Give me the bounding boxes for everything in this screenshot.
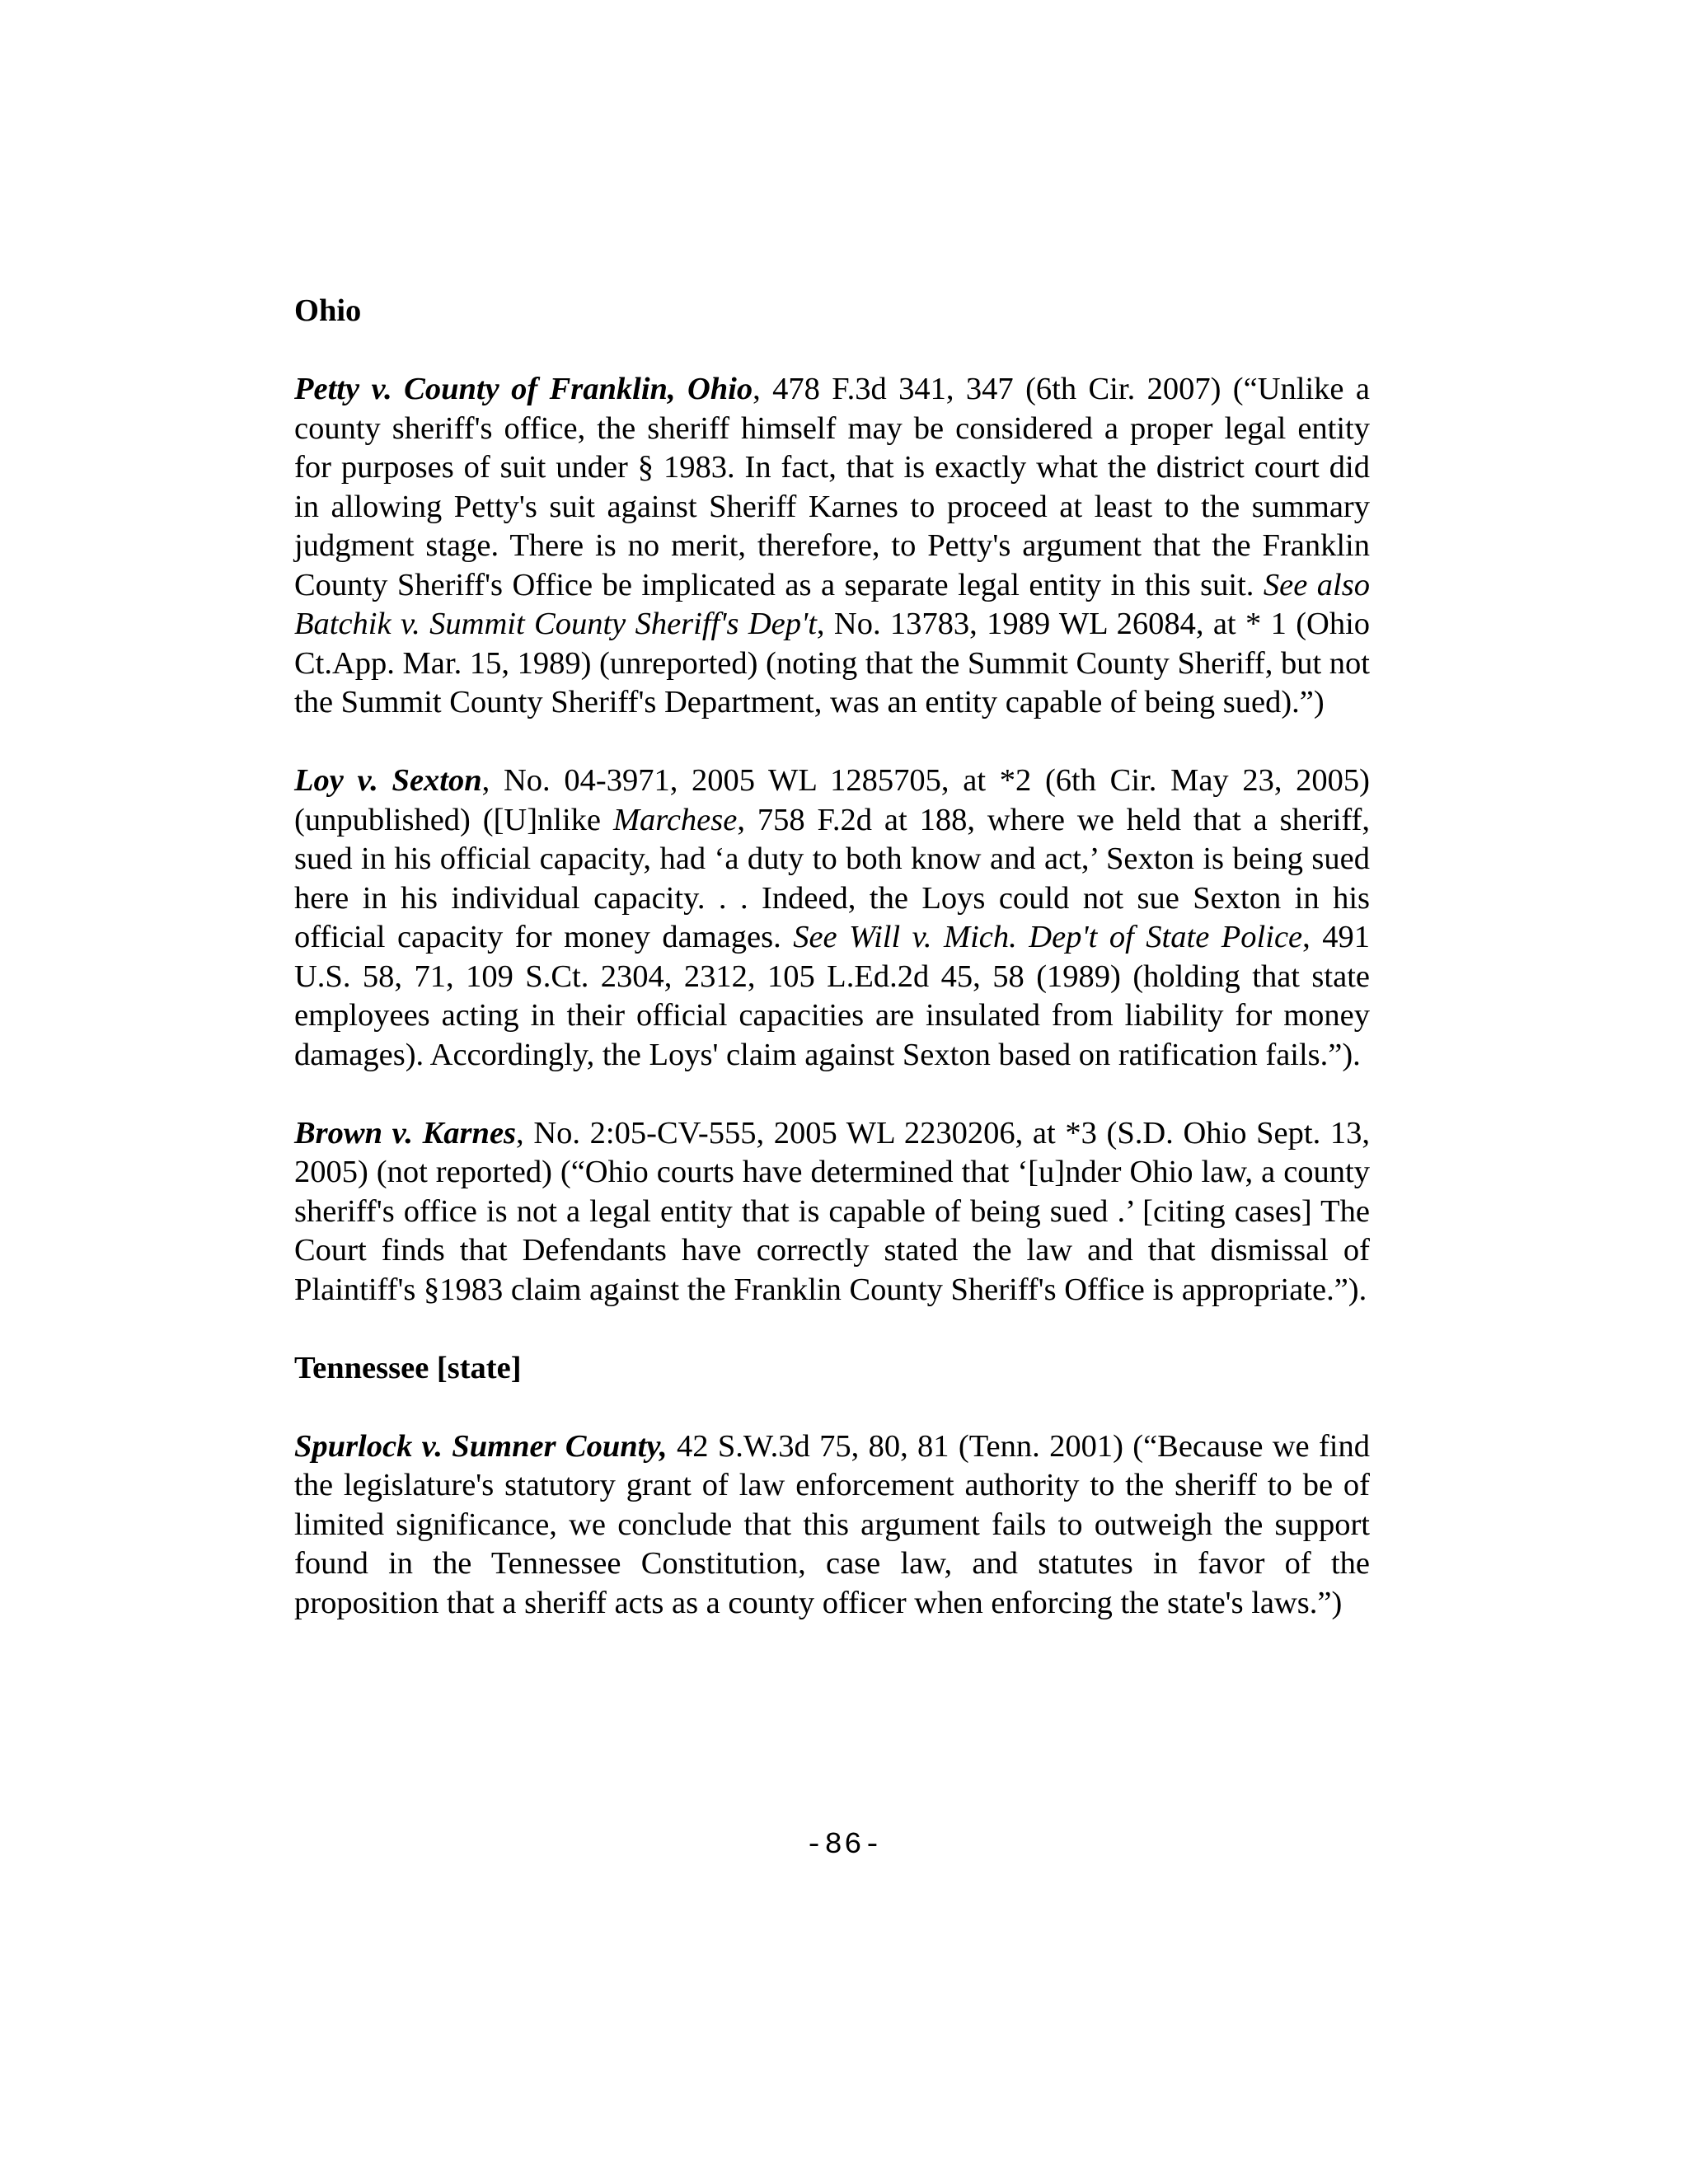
case-name: Petty v. County of Franklin, Ohio (294, 372, 753, 406)
case-entry-petty (294, 370, 1370, 723)
section-heading-ohio: Ohio (294, 293, 362, 328)
citation-text: , 478 F.3d 341, 347 (6th Cir. 2007) (“Unlike a county sheriff's office, the sheriff himself may be considered a proper legal entity for purposes of suit under § 1983. In fact, that is exactly what the district court did in allowing Petty's suit against Sheriff Karnes to proceed at least to the summary judgment stage. There is no merit, therefore, to Petty's argument that the Franklin County Sheriff's Office be implicated as a separate legal entity in this suit. (294, 372, 1370, 602)
citation-text: , 758 F.2d at 188, where we held that a sheriff, sued in his official capacity, had ‘a duty to both know and act,’ Sexton is being sued here in his individual capacity. . . Indeed, the Loys could not sue Sexton in his official capacity for money damages. (294, 802, 1370, 954)
case-entry-loy (294, 762, 1370, 1075)
case-name: Spurlock v. Sumner County, (294, 1428, 668, 1464)
section-heading-tennessee: Tennessee [state] (294, 1350, 522, 1385)
case-reference: See Will v. Mich. Dep't of State Police (793, 920, 1303, 954)
citation-text: , No. 13783, 1989 WL 26084, at * 1 (Ohio Ct.App. Mar. 15, 1989) (unreported) (noting that the Summit County Sheriff, but not the Summit County Sheriff's Department, was an entity capable of being sued).”) (294, 607, 1371, 719)
case-name: Loy v. Sexton (294, 763, 482, 798)
citation-text: 42 S.W.3d 75, 80, 81 (Tenn. 2001) (“Because we find the legislature's statutory grant of law enforcement authority to the sheriff to be of limited significance, we conclude that this argument fails to outweigh the support found in the Tennessee Constitution, case law, and statutes in favor of the proposition that a sheriff acts as a county officer when enforcing the state's laws.”) (294, 1428, 1370, 1620)
document-body (294, 292, 1370, 1623)
case-name: Brown v. Karnes (294, 1115, 517, 1151)
citation-text: , 491 U.S. 58, 71, 109 S.Ct. 2304, 2312, 105 L.Ed.2d 45, 58 (1989) (holding that state employees acting in their official capacities are insulated from liability for money damages). Accordingly, the Loys' claim against Sexton based on ratification fails.”). (294, 920, 1371, 1072)
case-reference: Marchese (612, 802, 738, 837)
citation-text: , No. 04-3971, 2005 WL 1285705, at *2 (6th Cir. May 23, 2005) (unpublished) ([U]nlike (294, 763, 1371, 837)
case-entry-brown (294, 1114, 1370, 1310)
page-number: -86- (804, 1828, 884, 1862)
case-entry-spurlock (294, 1427, 1370, 1624)
case-reference: See also Batchik v. Summit County Sheriff's Dep't (294, 567, 1370, 641)
citation-text: , No. 2:05-CV-555, 2005 WL 2230206, at *3 (S.D. Ohio Sept. 13, 2005) (not reported) (“Ohio courts have determined that ‘[u]nder Ohio law, a county sheriff's office is not a legal entity that is capable of being sued .’ [citing cases] The Court finds that Defendants have correctly stated the law and that dismissal of Plaintiff's §1983 claim against the Franklin County Sheriff's Office is appropriate.”). (294, 1115, 1370, 1307)
